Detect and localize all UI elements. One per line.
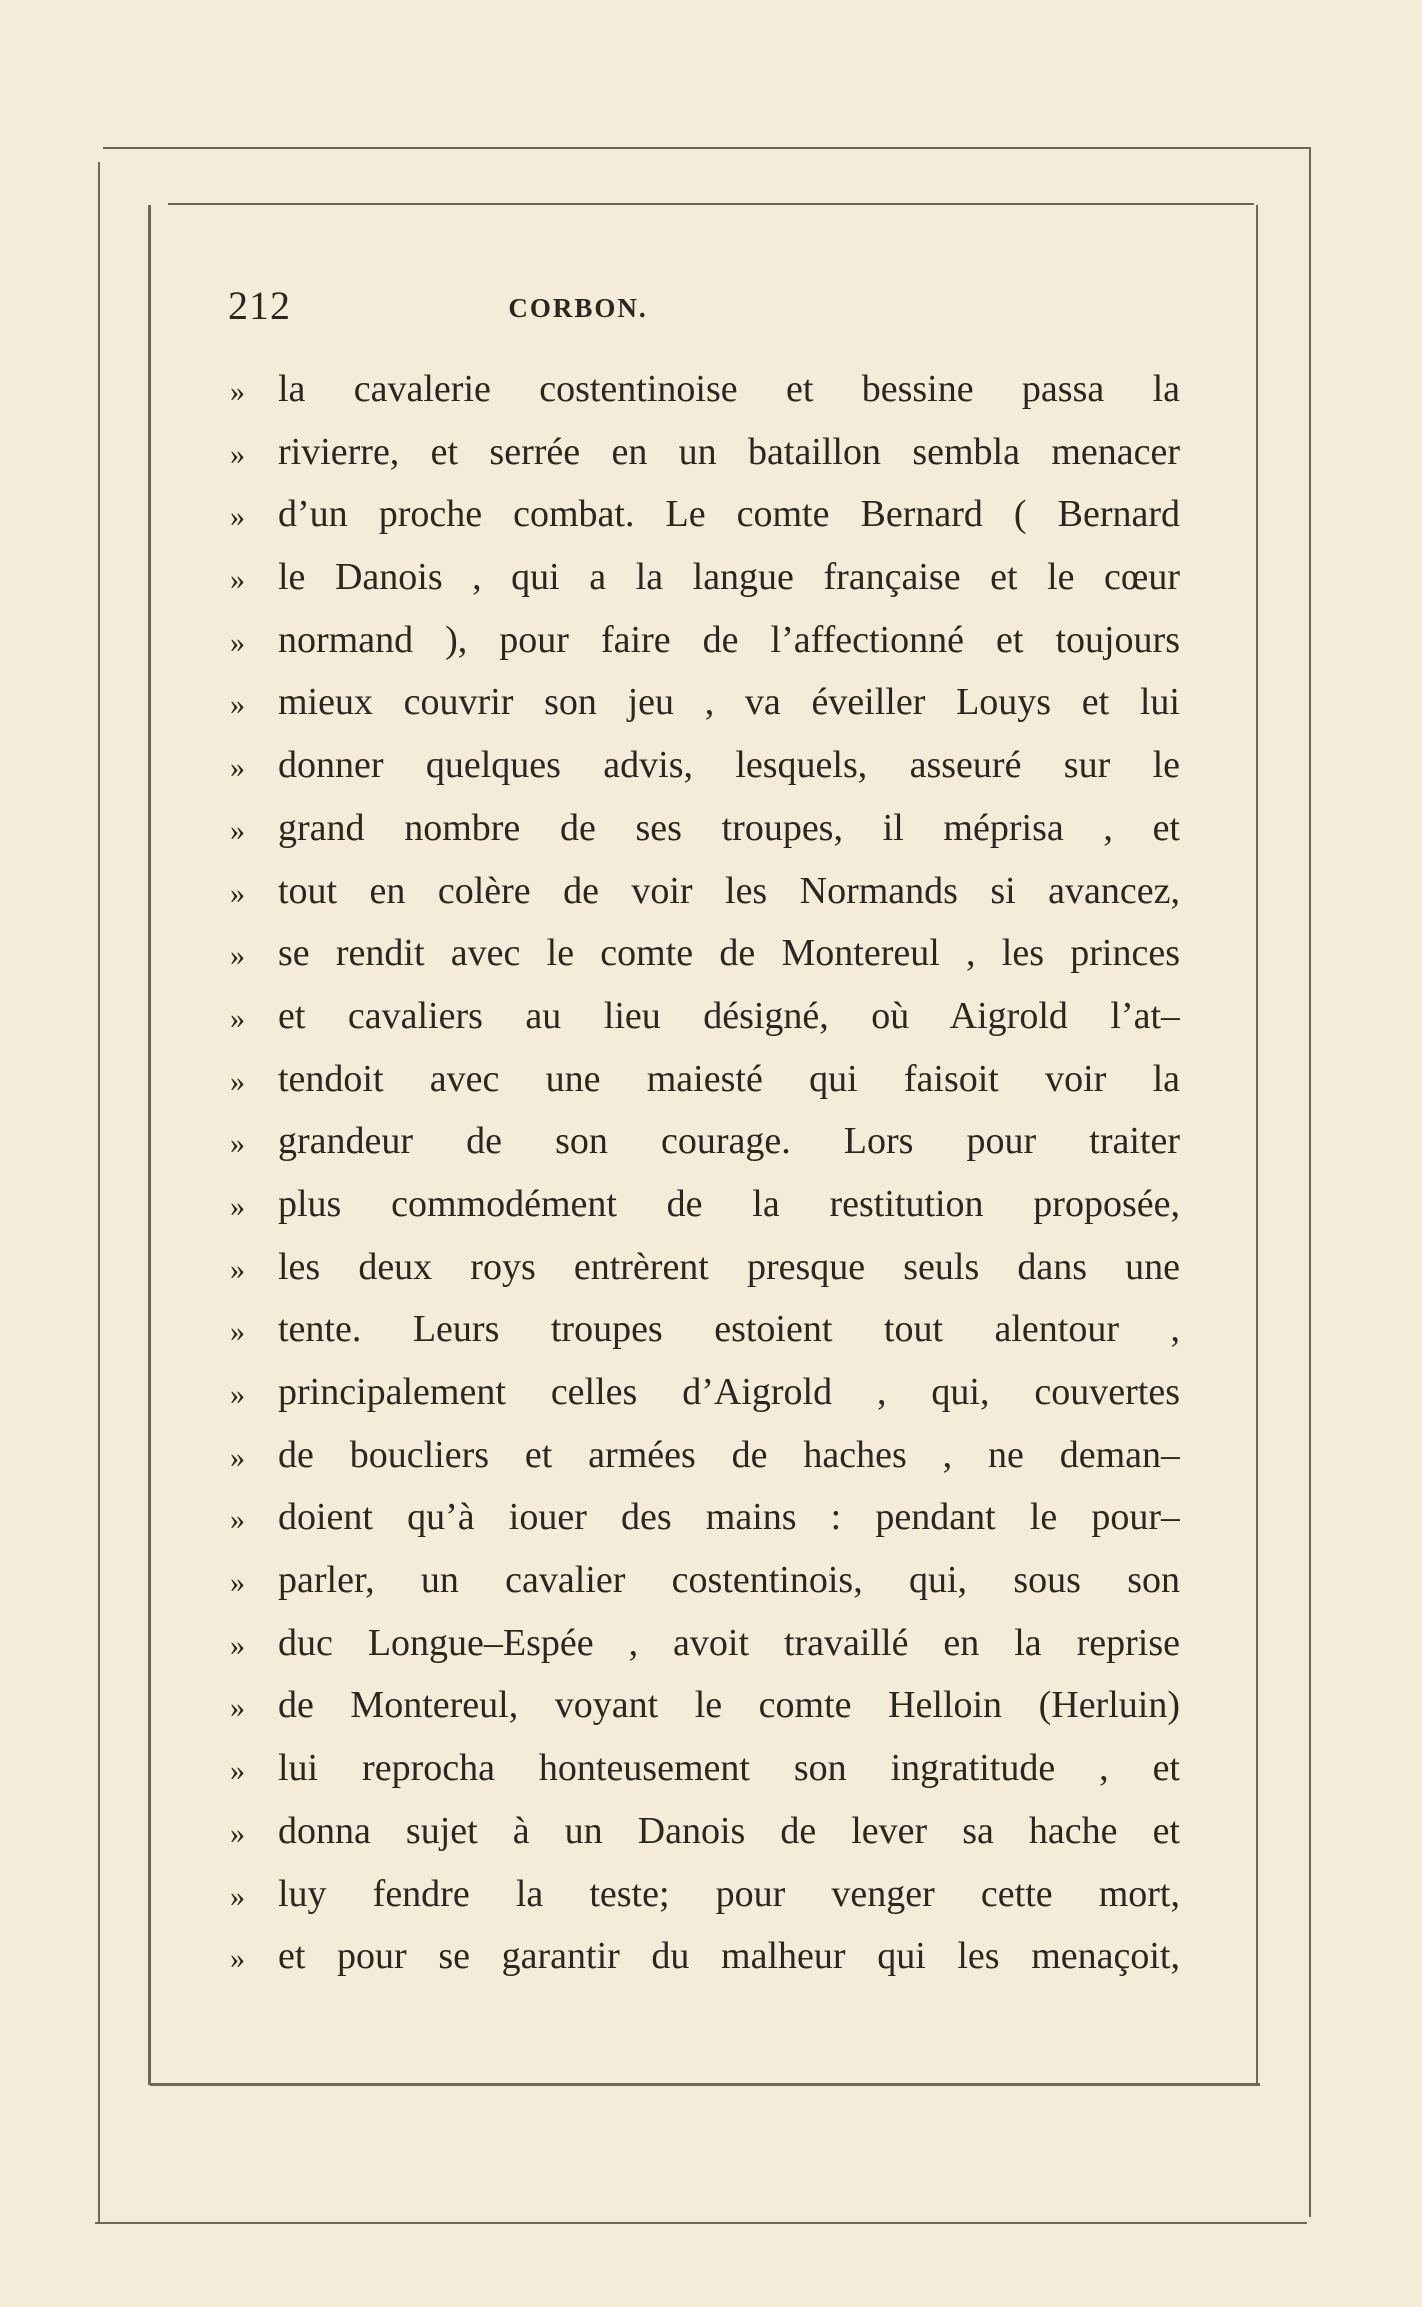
text-line — [230, 1674, 1180, 1737]
line-text: tout en colère de voir les Normands si avancez, — [278, 869, 1180, 912]
line-text: se rendit avec le comte de Montereul , les princes — [278, 932, 1180, 975]
text-line — [230, 1048, 1180, 1111]
line-text: de Montereul, voyant le comte Helloin (Herluin) — [278, 1684, 1180, 1727]
quote-mark: » — [230, 1879, 245, 1913]
quote-mark: » — [230, 1064, 245, 1098]
body-text — [230, 358, 1180, 1988]
quote-mark: » — [230, 1503, 245, 1537]
quote-mark: » — [230, 1566, 245, 1600]
quote-mark: » — [230, 1252, 245, 1286]
line-text: grandeur de son courage. Lors pour traiter — [278, 1120, 1180, 1163]
line-text: le Danois , qui a la langue française et le cœur — [278, 556, 1180, 599]
line-text: tente. Leurs troupes estoient tout alentour , — [278, 1308, 1180, 1351]
text-line — [230, 546, 1180, 609]
text-line — [230, 1173, 1180, 1236]
text-line — [230, 1737, 1180, 1800]
quote-mark: » — [230, 1628, 245, 1662]
quote-mark: » — [230, 876, 245, 910]
text-line — [230, 1612, 1180, 1675]
inner-right-rule — [1256, 205, 1258, 2085]
text-line — [230, 985, 1180, 1048]
quote-mark: » — [230, 751, 245, 785]
line-text: plus commodément de la restitution proposée, — [278, 1182, 1180, 1225]
text-line — [230, 671, 1180, 734]
quote-mark: » — [230, 1189, 245, 1223]
quote-mark: » — [230, 1754, 245, 1788]
quote-mark: » — [230, 688, 245, 722]
inner-top-rule — [168, 203, 1254, 205]
line-text: normand ), pour faire de l’affectionné et toujours — [278, 618, 1180, 661]
text-line — [230, 1486, 1180, 1549]
quote-mark: » — [230, 1378, 245, 1411]
text-line — [230, 1424, 1180, 1487]
quote-mark: » — [230, 1315, 245, 1349]
text-line — [230, 1110, 1180, 1173]
text-line — [230, 1800, 1180, 1863]
line-text: donna sujet à un Danois de lever sa hache et — [278, 1809, 1180, 1852]
text-line — [230, 860, 1180, 923]
line-text: mieux couvrir son jeu , va éveiller Louys et lui — [278, 681, 1180, 724]
line-text: grand nombre de ses troupes, il méprisa , et — [278, 806, 1180, 849]
line-text: la cavalerie costentinoise et bessine passa la — [278, 368, 1180, 410]
line-text: duc Longue–Espée , avoit travaillé en la reprise — [278, 1621, 1180, 1664]
line-text: de boucliers et armées de haches , ne deman– — [278, 1433, 1180, 1476]
text-line — [230, 1298, 1180, 1361]
outer-top-rule — [103, 147, 1311, 149]
text-line — [230, 1361, 1180, 1424]
page-number: 212 — [228, 283, 291, 328]
quote-mark: » — [230, 437, 245, 471]
line-text: et pour se garantir du malheur qui les menaçoit, — [278, 1935, 1180, 1978]
line-text: lui reprocha honteusement son ingratitude , et — [278, 1747, 1180, 1790]
text-line — [230, 1863, 1180, 1926]
outer-bottom-rule — [95, 2222, 1307, 2224]
quote-mark: » — [230, 625, 245, 659]
line-text: d’un proche combat. Le comte Bernard ( Bernard — [278, 493, 1180, 536]
line-text: doient qu’à iouer des mains : pendant le pour– — [278, 1496, 1180, 1539]
text-line — [230, 922, 1180, 985]
line-text: tendoit avec une maiesté qui faisoit voir la — [278, 1057, 1180, 1100]
quote-mark: » — [230, 1440, 245, 1474]
line-text: parler, un cavalier costentinois, qui, sous son — [278, 1559, 1180, 1602]
text-line — [230, 1236, 1180, 1299]
text-line — [230, 609, 1180, 672]
line-text: les deux roys entrèrent presque seuls dans une — [278, 1245, 1180, 1288]
line-text: rivierre, et serrée en un bataillon sembla menacer — [278, 430, 1180, 473]
text-line — [230, 421, 1180, 484]
quote-mark: » — [230, 375, 245, 408]
line-text: donner quelques advis, lesquels, asseuré sur le — [278, 744, 1180, 787]
outer-left-rule — [98, 162, 100, 2222]
quote-mark: » — [230, 813, 245, 847]
text-line — [230, 797, 1180, 860]
text-line — [230, 734, 1180, 797]
line-text: principalement celles d’Aigrold , qui, couvertes — [278, 1371, 1180, 1413]
outer-right-rule — [1309, 147, 1311, 2217]
inner-bottom-rule — [150, 2083, 1260, 2086]
quote-mark: » — [230, 1816, 245, 1850]
text-line — [230, 358, 1180, 421]
quote-mark: » — [230, 1942, 245, 1976]
inner-left-rule — [148, 205, 151, 2085]
page-header — [228, 282, 1176, 330]
text-line — [230, 1549, 1180, 1612]
text-line — [230, 1925, 1180, 1988]
text-line — [230, 483, 1180, 546]
quote-mark: » — [230, 1001, 245, 1035]
quote-mark: » — [230, 563, 245, 597]
quote-mark: » — [230, 1691, 245, 1725]
quote-mark: » — [230, 939, 245, 973]
running-title: CORBON. — [508, 293, 648, 323]
quote-mark: » — [230, 500, 245, 534]
quote-mark: » — [230, 1127, 245, 1161]
line-text: luy fendre la teste; pour venger cette mort, — [278, 1872, 1180, 1915]
line-text: et cavaliers au lieu désigné, où Aigrold l’at– — [278, 994, 1180, 1037]
